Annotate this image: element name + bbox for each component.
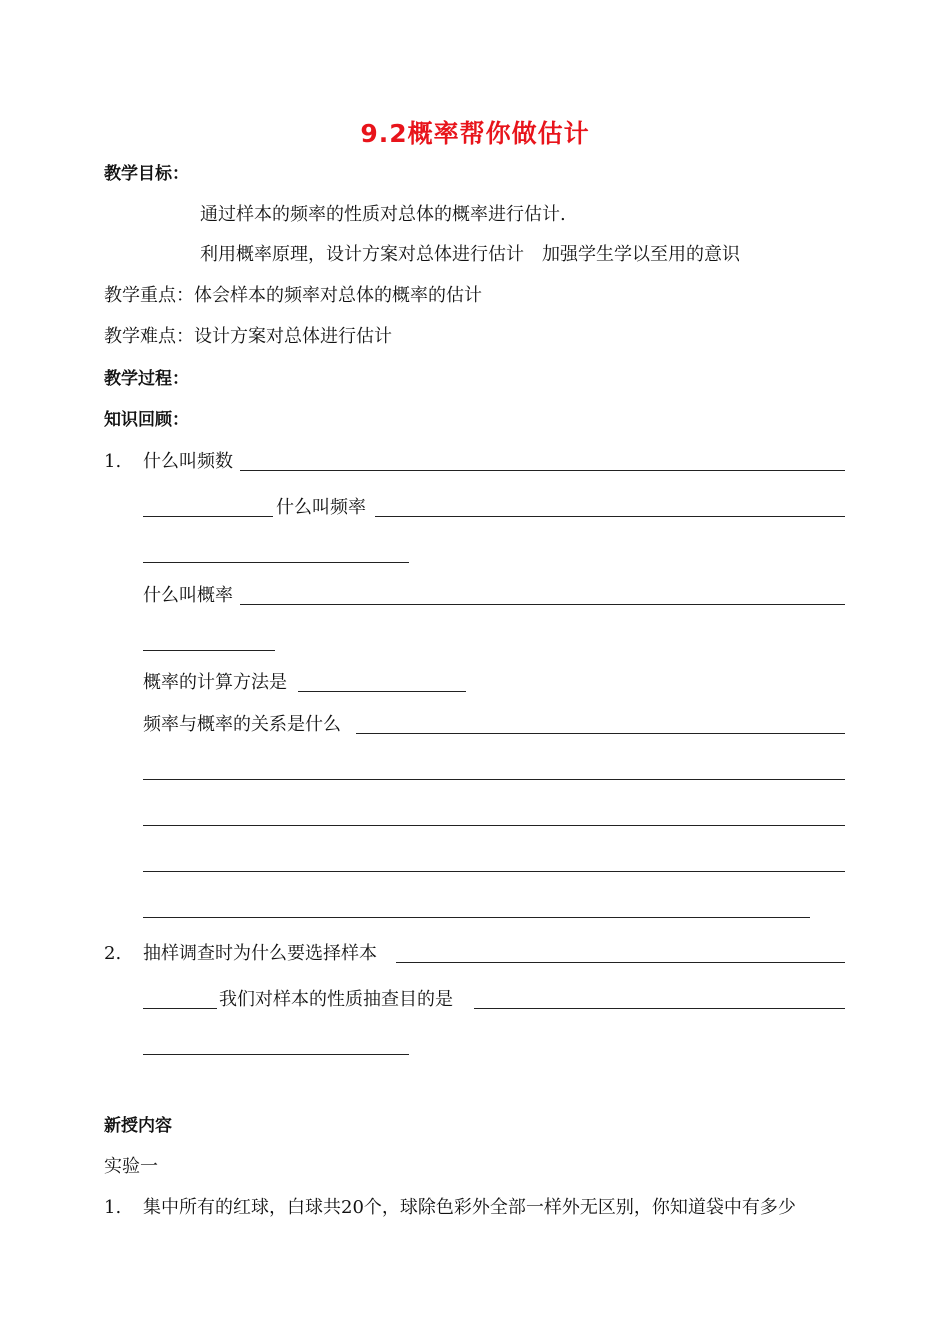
answer-blank[interactable] (143, 1008, 217, 1009)
answer-blank[interactable] (143, 1054, 409, 1055)
question-1-number: 1. (104, 451, 122, 472)
experiment-item-1-text: 集中所有的红球，白球共20个，球除色彩外全部一样外无区别，你知道袋中有多少 (143, 1197, 796, 1218)
answer-blank[interactable] (143, 650, 275, 651)
question-1-frequency-prompt: 什么叫频率 (276, 497, 366, 518)
process-heading: 教学过程： (104, 369, 189, 389)
answer-blank[interactable] (298, 691, 466, 692)
answer-blank[interactable] (143, 562, 409, 563)
answer-blank[interactable] (143, 871, 845, 872)
experiment-label: 实验一 (104, 1156, 158, 1177)
difficulty: 教学难点：设计方案对总体进行估计 (104, 326, 392, 347)
answer-blank[interactable] (356, 733, 845, 734)
answer-blank[interactable] (240, 604, 845, 605)
answer-blank[interactable] (474, 1008, 845, 1009)
answer-blank[interactable] (143, 917, 810, 918)
question-2-number: 2. (104, 943, 122, 964)
question-1-probability-prompt: 什么叫概率 (143, 585, 233, 606)
answer-blank[interactable] (143, 516, 273, 517)
question-1-relation-prompt: 频率与概率的关系是什么 (143, 714, 341, 735)
question-1-calc-prompt: 概率的计算方法是 (143, 672, 287, 693)
objective-item-2: 利用概率原理，设计方案对总体进行估计 加强学生学以至用的意识 (200, 244, 740, 265)
answer-blank[interactable] (143, 779, 845, 780)
objective-item-1: 通过样本的频率的性质对总体的概率进行估计. (200, 204, 566, 225)
question-2-why-sample-prompt: 抽样调查时为什么要选择样本 (143, 943, 377, 964)
key-point: 教学重点：体会样本的频率对总体的概率的估计 (104, 285, 482, 306)
question-2-purpose-prompt: 我们对样本的性质抽查目的是 (219, 989, 453, 1010)
answer-blank[interactable] (240, 470, 845, 471)
answer-blank[interactable] (396, 962, 845, 963)
objectives-heading: 教学目标： (104, 164, 189, 184)
question-1-frequency-count-prompt: 什么叫频数 (143, 451, 233, 472)
new-content-heading: 新授内容 (104, 1116, 172, 1136)
answer-blank[interactable] (375, 516, 845, 517)
page-title: 9.2概率帮你做估计 (360, 119, 590, 148)
answer-blank[interactable] (143, 825, 845, 826)
review-heading: 知识回顾： (104, 410, 189, 430)
experiment-item-1-number: 1. (104, 1197, 122, 1218)
